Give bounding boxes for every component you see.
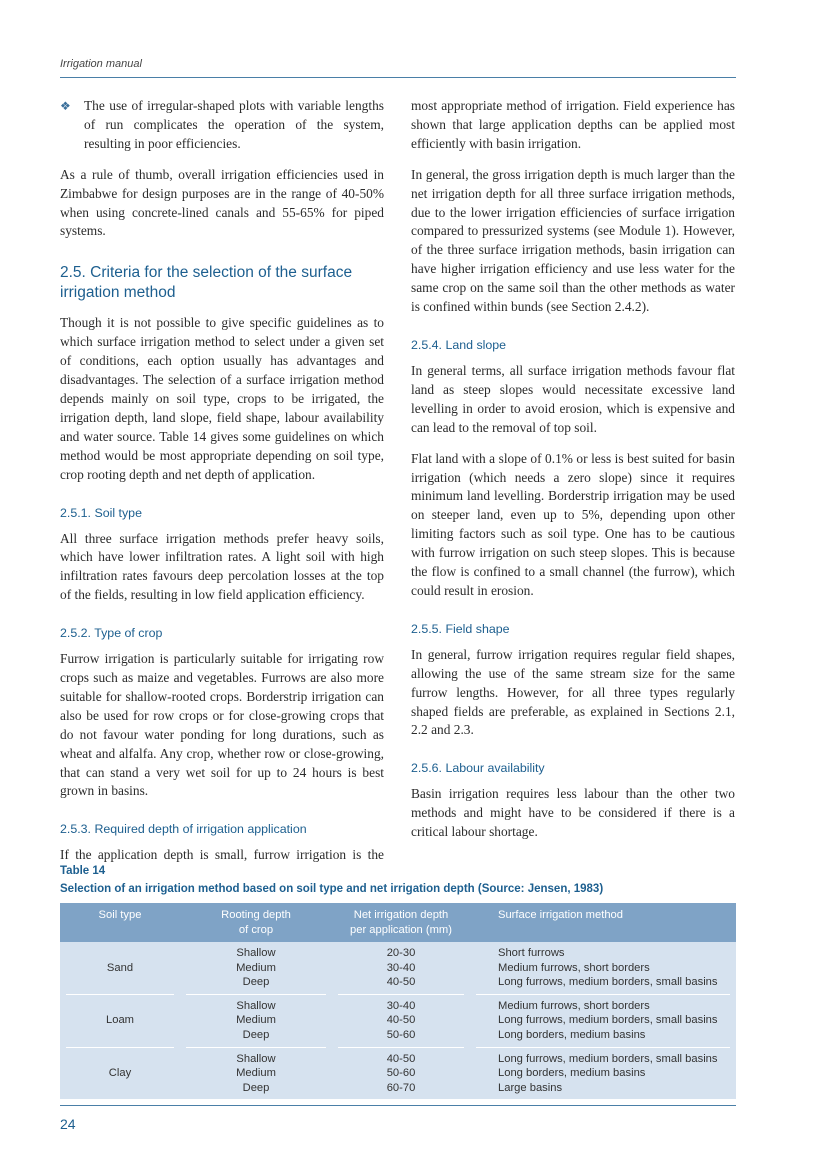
section-2-5-paragraph: Though it is not possible to give specific guidelines as to which surface irrigation method to select under a given set of conditions, each option usually has advantages and disadvantages. The selection of a surface irrigation method depends mainly on soil type, crops to be irrigated, the irrigation depth, land slope, field shape, labour availability and water source. Table 14 gives some guidelines on which method would be most appropriate depending on soil type, crop rooting depth and net depth of application. bbox=[60, 315, 384, 482]
bullet-item bbox=[60, 97, 384, 154]
diamond-bullet-icon: ❖ bbox=[60, 99, 71, 113]
cell-net-depth bbox=[332, 995, 470, 1047]
cell-net-depth bbox=[332, 1048, 470, 1100]
method-value: Long borders, medium basins bbox=[498, 1028, 646, 1041]
cell-net-depth bbox=[332, 942, 470, 994]
table-row-sand bbox=[60, 942, 736, 994]
rooting-value: Shallow bbox=[236, 999, 276, 1012]
cell-soil: Sand bbox=[60, 942, 180, 994]
section-2-5-4-heading: 2.5.4. Land slope bbox=[411, 337, 507, 352]
table-title: Selection of an irrigation method based on soil type and net irrigation depth (Source: Jensen, 1983) bbox=[60, 883, 604, 895]
bullet-text: The use of irregular-shaped plots with variable lengths of run complicates the operation of the system, resulting in poor efficiencies. bbox=[84, 98, 384, 151]
table-header-row bbox=[60, 903, 736, 942]
rooting-value: Deep bbox=[242, 976, 270, 989]
method-value: Medium furrows, short borders bbox=[498, 961, 650, 974]
header-rooting-depth bbox=[180, 903, 332, 942]
method-value: Long furrows, medium borders, small basins bbox=[498, 1052, 718, 1065]
header-method: Surface irrigation method bbox=[470, 903, 736, 942]
method-value: Long borders, medium basins bbox=[498, 1067, 646, 1080]
section-2-5-3-paragraph-start: If the application depth is small, furrow irrigation is the bbox=[60, 847, 384, 863]
section-2-5-5-heading: 2.5.5. Field shape bbox=[411, 621, 510, 636]
header-rule bbox=[60, 77, 736, 78]
table-row-clay bbox=[60, 1048, 736, 1100]
left-column bbox=[60, 97, 384, 877]
cell-rooting bbox=[180, 995, 332, 1047]
net-depth-value: 30-40 bbox=[386, 999, 416, 1012]
section-2-5-2-paragraph: Furrow irrigation is particularly suitable for irrigating row crops such as maize and vegetables. Furrows are also more suitable for shallow-rooted crops. Borderstrip irrigation can also be used for row crops or for close-growing crops that do not favour water ponding for long durations, such as wheat and alfalfa. Any crop, whether row or close-growing, that can stand a very wet soil for up to 24 hours is best grown in basins. bbox=[60, 651, 384, 799]
section-2-5-6-heading: 2.5.6. Labour availability bbox=[411, 761, 545, 776]
net-depth-value: 50-60 bbox=[386, 1028, 416, 1041]
net-depth-value: 50-60 bbox=[386, 1067, 416, 1080]
running-header: Irrigation manual bbox=[60, 58, 142, 70]
cell-soil: Clay bbox=[60, 1048, 180, 1100]
right-column bbox=[411, 97, 735, 854]
irrigation-method-table bbox=[60, 903, 736, 1099]
cell-method bbox=[470, 942, 736, 994]
header-net-line-1: Net irrigation depth bbox=[353, 909, 449, 921]
cell-rooting bbox=[180, 1048, 332, 1100]
net-depth-value: 40-50 bbox=[386, 976, 416, 989]
rooting-value: Medium bbox=[236, 1067, 276, 1080]
method-value: Large basins bbox=[498, 1081, 563, 1094]
section-2-5-3-paragraph-2: In general, the gross irrigation depth is much larger than the net irrigation depth for all three surface irrigation methods, due to the lower irrigation efficiencies of surface irrigation compared to pressurized systems (see Module 1). However, of the three surface irrigation methods, basin irrigation can have higher irrigation efficiency and use less water for the same crop on the same soil than the other methods as water is confined within bunds (see Section 2.4.2). bbox=[411, 166, 735, 315]
cell-method bbox=[470, 995, 736, 1047]
rooting-value: Shallow bbox=[236, 947, 276, 959]
section-2-5-3-heading: 2.5.3. Required depth of irrigation application bbox=[60, 822, 307, 837]
section-2-5-3-paragraph-cont: most appropriate method of irrigation. Field experience has shown that large application depths can be applied most efficiently with basin irrigation. bbox=[411, 98, 735, 151]
method-value: Long furrows, medium borders, small basins bbox=[498, 976, 718, 989]
section-2-5-1-heading: 2.5.1. Soil type bbox=[60, 505, 142, 520]
section-2-5-2-heading: 2.5.2. Type of crop bbox=[60, 626, 163, 641]
net-depth-value: 40-50 bbox=[386, 1052, 416, 1065]
method-value: Medium furrows, short borders bbox=[498, 999, 650, 1012]
rooting-value: Deep bbox=[242, 1028, 270, 1041]
method-value: Long furrows, medium borders, small basins bbox=[498, 1014, 718, 1027]
net-depth-value: 30-40 bbox=[386, 961, 416, 974]
header-rooting-line-2: of crop bbox=[238, 924, 274, 936]
section-2-5-4-paragraph-2: Flat land with a slope of 0.1% or less is best suited for basin irrigation (which needs a zero slope) since it requires minimum land levelling. Borderstrip irrigation may be used on steeper land, even up to 5%, depending upon other limiting factors such as soil type. One has to be cautious with furrow irrigation on such steep slopes. This is because the flow is confined to a small channel (the furrow), which could result in erosion. bbox=[411, 450, 735, 598]
footer-rule bbox=[60, 1105, 736, 1106]
cell-soil: Loam bbox=[60, 995, 180, 1047]
header-rooting-line-1: Rooting depth bbox=[221, 909, 291, 921]
net-depth-value: 60-70 bbox=[386, 1081, 416, 1094]
section-2-5-1-paragraph: All three surface irrigation methods prefer heavy soils, which have lower infiltration rates. A light soil with high infiltration rates favours deep percolation losses at the top of the fields, resulting in low field application efficiency. bbox=[60, 530, 384, 603]
rooting-value: Medium bbox=[236, 961, 276, 974]
section-2-5-4-paragraph-1: In general terms, all surface irrigation methods favour flat land as steep slopes would necessitate excessive land levelling in order to avoid erosion, which is expensive and can lead to the removal of top soil. bbox=[411, 362, 735, 435]
rooting-value: Deep bbox=[242, 1081, 270, 1094]
rooting-value: Medium bbox=[236, 1014, 276, 1027]
net-depth-value: 20-30 bbox=[386, 947, 416, 959]
method-value: Short furrows bbox=[498, 947, 565, 959]
net-depth-value: 40-50 bbox=[386, 1014, 416, 1027]
table-row-loam bbox=[60, 995, 736, 1047]
rooting-value: Shallow bbox=[236, 1052, 276, 1065]
cell-rooting bbox=[180, 942, 332, 994]
section-2-5-5-paragraph: In general, furrow irrigation requires regular field shapes, allowing the use of the same stream size for the same furrow lengths. However, for all three types regularly shaped fields are preferable, as explained in Sections 2.1, 2.2 and 2.3. bbox=[411, 646, 735, 738]
table-label: Table 14 bbox=[60, 865, 106, 877]
section-2-5-heading: 2.5. Criteria for the selection of the surface irrigation method bbox=[60, 264, 353, 302]
paragraph-efficiency: As a rule of thumb, overall irrigation efficiencies used in Zimbabwe for design purposes are in the range of 40-50% when using concrete-lined canals and 55-65% for piped systems. bbox=[60, 166, 384, 239]
table-caption bbox=[60, 862, 603, 898]
header-soil-type: Soil type bbox=[60, 903, 180, 942]
cell-method bbox=[470, 1048, 736, 1100]
header-net-depth bbox=[332, 903, 470, 942]
header-net-line-2: per application (mm) bbox=[350, 924, 452, 936]
section-2-5-6-paragraph: Basin irrigation requires less labour than the other two methods and might have to be considered if there is a critical labour shortage. bbox=[411, 786, 735, 840]
page-number: 24 bbox=[60, 1116, 76, 1132]
